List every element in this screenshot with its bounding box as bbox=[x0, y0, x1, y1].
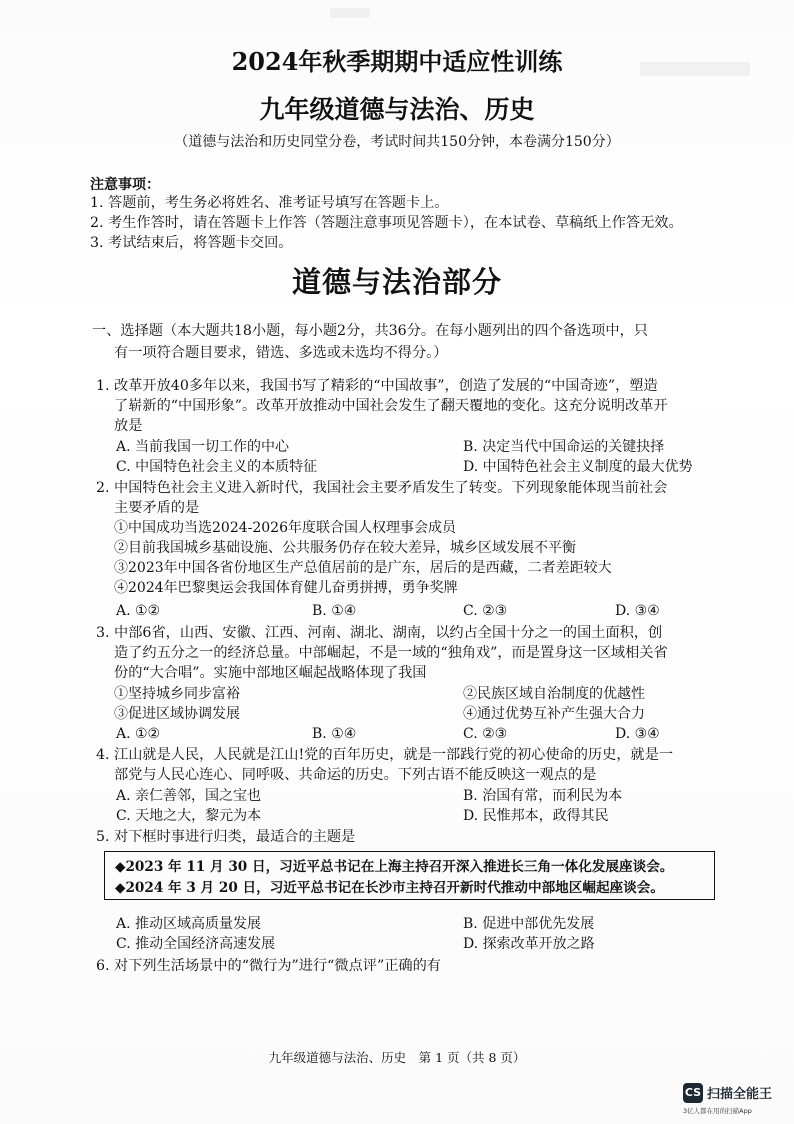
question-5-option-a: A. 推动区域高质量发展 bbox=[116, 916, 262, 932]
news-item: ◆2023 年 11 月 30 日，习近平总书记在上海主持召开深入推进长三角一体化发展座谈会。 bbox=[115, 859, 674, 875]
question-1-stem: 了崭新的“中国形象”。改革开放推动中国社会发生了翻天覆地的变化。这充分说明改革开 bbox=[114, 398, 668, 414]
question-2-option-c: C. ②③ bbox=[463, 603, 508, 619]
question-3-statement: ④通过优势互补产生强大合力 bbox=[463, 706, 645, 722]
question-4-option-b: B. 治国有常，而利民为本 bbox=[463, 788, 623, 804]
part-heading-cont: 有一项符合题目要求，错选、多选或未选均不得分。） bbox=[114, 345, 448, 361]
page-footer: 九年级道德与法治、历史 第 1 页（共 8 页） bbox=[268, 1050, 526, 1065]
question-3-option-b: B. ①④ bbox=[312, 726, 357, 742]
news-box bbox=[104, 851, 715, 900]
question-3-option-d: D. ③④ bbox=[615, 726, 660, 742]
notice-heading: 注意事项： bbox=[90, 177, 160, 193]
question-5-option-d: D. 探索改革开放之路 bbox=[463, 936, 595, 952]
question-5-stem: 5. 对下框时事进行归类，最适合的主题是 bbox=[96, 829, 356, 845]
section-title: 道德与法治部分 bbox=[291, 265, 502, 299]
question-1-stem: 放是 bbox=[114, 418, 143, 434]
question-3-statement: ③促进区域协调发展 bbox=[114, 706, 240, 722]
question-4-option-c: C. 天地之大，黎元为本 bbox=[116, 808, 262, 824]
notice-item: 2. 考生作答时，请在答题卡上作答（答题注意事项见答题卡），在本试卷、草稿纸上作答无效。 bbox=[90, 215, 683, 231]
bleed-through-mark bbox=[330, 8, 370, 18]
question-4-option-a: A. 亲仁善邻，国之宝也 bbox=[116, 788, 262, 804]
question-4-option-d: D. 民惟邦本，政得其民 bbox=[463, 808, 609, 824]
question-4-stem: 部党与人民心连心、同呼吸、共命运的历史。下列古语不能反映这一观点的是 bbox=[114, 767, 597, 783]
question-2-option-b: B. ①④ bbox=[312, 603, 357, 619]
question-1-stem: 1. 改革开放40多年以来，我国书写了精彩的“中国故事”，创造了发展的“中国奇迹”，塑造 bbox=[96, 378, 658, 394]
question-3-statement: ②民族区域自治制度的优越性 bbox=[463, 686, 645, 702]
news-item: ◆2024 年 3 月 20 日，习近平总书记在长沙市主持召开新时代推动中部地区崛起座谈会。 bbox=[115, 880, 664, 896]
question-2-statement: ③2023年中国各省份地区生产总值居前的是广东，居后的是西藏，二者差距较大 bbox=[114, 560, 612, 576]
question-2-stem: 2. 中国特色社会主义进入新时代，我国社会主要矛盾发生了转变。下列现象能体现当前社会 bbox=[96, 480, 668, 496]
exam-note: （道德与法治和历史同堂分卷，考试时间共150分钟，本卷满分150分） bbox=[174, 134, 620, 150]
question-1-option-a: A. 当前我国一切工作的中心 bbox=[116, 439, 290, 455]
notice-item: 1. 答题前，考生务必将姓名、准考证号填写在答题卡上。 bbox=[90, 195, 449, 211]
question-1-option-c: C. 中国特色社会主义的本质特征 bbox=[116, 459, 318, 475]
question-3-option-c: C. ②③ bbox=[463, 726, 508, 742]
question-2-statement: ②目前我国城乡基础设施、公共服务仍存在较大差异，城乡区域发展不平衡 bbox=[114, 540, 576, 556]
watermark-name: 扫描全能王 bbox=[707, 1087, 773, 1102]
question-1-option-b: B. 决定当代中国命运的关键抉择 bbox=[463, 439, 665, 455]
question-2-option-d: D. ③④ bbox=[615, 603, 660, 619]
question-3-stem: 份的“大合唱”。实施中部地区崛起战略体现了我国 bbox=[114, 665, 427, 681]
question-3-option-a: A. ①② bbox=[116, 726, 161, 742]
question-5-option-c: C. 推动全国经济高速发展 bbox=[116, 936, 276, 952]
exam-subject: 九年级道德与法治、历史 bbox=[259, 95, 535, 124]
question-2-stem: 主要矛盾的是 bbox=[114, 500, 200, 516]
question-4-stem: 4. 江山就是人民，人民就是江山!党的百年历史，就是一部践行党的初心使命的历史，就是一 bbox=[96, 747, 674, 763]
camscanner-logo-icon: CS bbox=[683, 1083, 703, 1103]
question-2-statement: ④2024年巴黎奥运会我国体育健儿奋勇拼搏，勇争奖牌 bbox=[114, 580, 458, 596]
question-2-statement: ①中国成功当选2024-2026年度联合国人权理事会成员 bbox=[114, 520, 456, 536]
question-3-statement: ①坚持城乡同步富裕 bbox=[114, 686, 240, 702]
notice-item: 3. 考试结束后，将答题卡交回。 bbox=[90, 235, 293, 251]
question-2-option-a: A. ①② bbox=[116, 603, 161, 619]
part-heading: 一、选择题（本大题共18小题，每小题2分，共36分。在每小题列出的四个备选项中，只 bbox=[92, 323, 648, 339]
question-1-option-d: D. 中国特色社会主义制度的最大优势 bbox=[463, 459, 693, 475]
watermark-tagline: 3亿人都在用的扫描App bbox=[683, 1107, 752, 1115]
question-3-stem: 造了约五分之一的经济总量。中部崛起，不是一域的“独角戏”，而是置身这一区域相关省 bbox=[114, 645, 668, 661]
question-3-stem: 3. 中部6省，山西、安徽、江西、河南、湖北、湖南，以约占全国十分之一的国土面积，创 bbox=[96, 625, 663, 641]
question-5-option-b: B. 促进中部优先发展 bbox=[463, 916, 595, 932]
exam-title: 2024年秋季期期中适应性训练 bbox=[231, 47, 563, 76]
question-6-stem: 6. 对下列生活场景中的“微行为”进行“微点评”正确的有 bbox=[96, 958, 441, 974]
